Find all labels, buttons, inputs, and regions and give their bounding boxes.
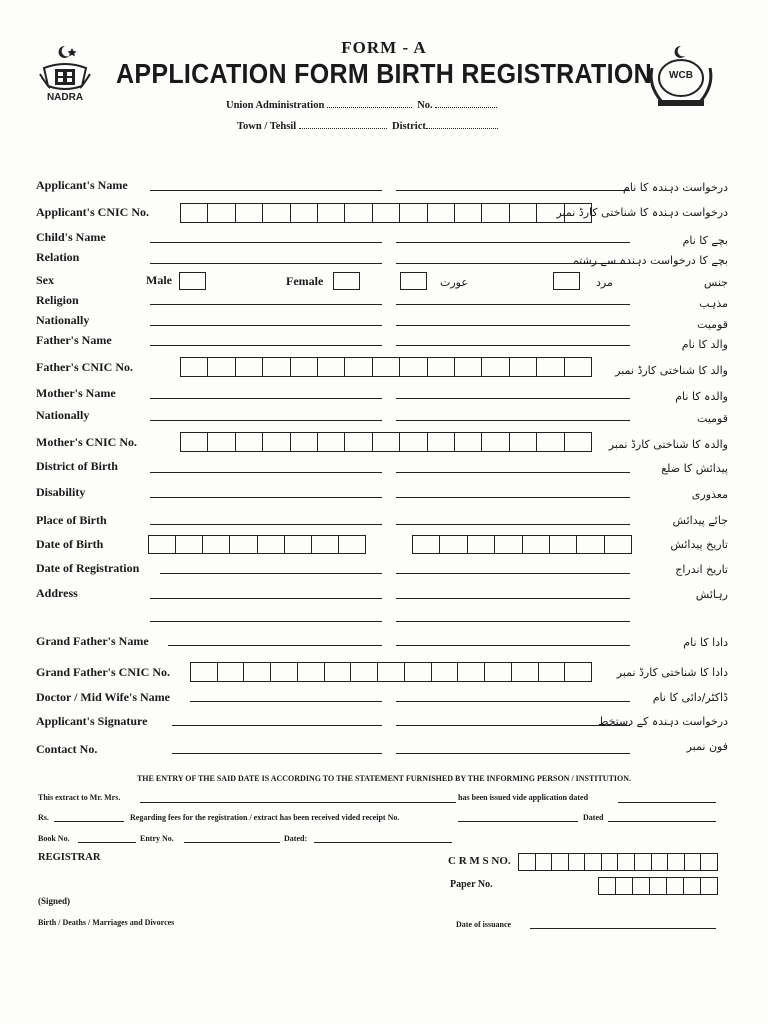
label-address: Address xyxy=(36,586,78,600)
urdu-mard: مرد xyxy=(596,276,613,289)
female-checkbox[interactable] xyxy=(333,272,360,290)
urdu-religion: مذہب xyxy=(699,297,728,310)
book-label: Book No. xyxy=(38,834,70,843)
label-sex: Sex xyxy=(36,273,54,287)
date-registration-urdu-field[interactable] xyxy=(396,573,630,574)
district-birth-urdu-field[interactable] xyxy=(396,472,630,473)
book-field[interactable] xyxy=(78,842,136,843)
issued-date-field[interactable] xyxy=(618,802,716,803)
date-registration-field[interactable] xyxy=(160,573,382,574)
nationally-1-urdu-field[interactable] xyxy=(396,325,630,326)
label-doctor: Doctor / Mid Wife's Name xyxy=(36,690,170,704)
label-religion: Religion xyxy=(36,293,79,307)
address-urdu-field-2[interactable] xyxy=(396,621,630,622)
address-urdu-field-1[interactable] xyxy=(396,598,630,599)
applicant-name-field[interactable] xyxy=(150,190,382,191)
mother-name-field[interactable] xyxy=(150,398,382,399)
religion-field[interactable] xyxy=(150,304,382,305)
form-title: APPLICATION FORM BIRTH REGISTRATION xyxy=(116,58,652,90)
nationally-2-field[interactable] xyxy=(150,420,382,421)
applicant-name-urdu-field[interactable] xyxy=(396,190,630,191)
label-grandfather-cnic: Grand Father's CNIC No. xyxy=(36,665,170,679)
label-disability: Disability xyxy=(36,485,86,499)
urdu-father-name: والد کا نام xyxy=(681,338,728,351)
union-admin-field[interactable] xyxy=(327,98,412,108)
urdu-signature: درخواست دہندہ کے دستخط xyxy=(598,715,728,728)
receipt-field[interactable] xyxy=(458,821,578,822)
grandfather-name-urdu-field[interactable] xyxy=(396,645,630,646)
address-field-2[interactable] xyxy=(150,621,382,622)
urdu-nationally-1: قومیت xyxy=(697,318,728,331)
mother-cnic-boxes[interactable] xyxy=(180,432,592,452)
label-father-cnic: Father's CNIC No. xyxy=(36,360,133,374)
urdu-disability: معذوری xyxy=(691,488,728,501)
father-cnic-boxes[interactable] xyxy=(180,357,592,377)
urdu-contact: فون نمبر xyxy=(686,740,728,753)
grandfather-name-field[interactable] xyxy=(168,645,382,646)
urdu-aurat: عورت xyxy=(440,276,468,289)
label-female: Female xyxy=(286,274,324,288)
issued-label: has been issued vide application dated xyxy=(458,793,589,802)
dated-label: Dated xyxy=(583,813,604,822)
label-nationally-1: Nationally xyxy=(36,313,90,327)
mother-name-urdu-field[interactable] xyxy=(396,398,630,399)
applicant-cnic-boxes[interactable] xyxy=(180,203,592,223)
urdu-address: رہائش xyxy=(695,588,728,601)
urdu-sex: جنس xyxy=(703,276,728,289)
urdu-place-birth: جائے پیدائش xyxy=(672,514,728,527)
date-birth-urdu-boxes[interactable] xyxy=(412,535,632,554)
form-label: FORM - A xyxy=(341,38,427,57)
nationally-2-urdu-field[interactable] xyxy=(396,420,630,421)
label-date-birth: Date of Birth xyxy=(36,537,104,551)
contact-field[interactable] xyxy=(172,753,382,754)
label-place-birth: Place of Birth xyxy=(36,513,107,527)
crms-boxes[interactable] xyxy=(518,853,718,871)
place-birth-urdu-field[interactable] xyxy=(396,524,630,525)
male-urdu-checkbox[interactable] xyxy=(553,272,580,290)
entry-note: THE ENTRY OF THE SAID DATE IS ACCORDING TO THE STATEMENT FURNISHED BY THE INFORMING PERSON / INSTITUTION. xyxy=(136,774,632,783)
no-field[interactable] xyxy=(435,98,497,108)
urdu-grandfather-cnic: دادا کا شناختی کارڈ نمبر xyxy=(616,666,728,679)
father-name-field[interactable] xyxy=(150,345,382,346)
svg-text:NADRA: NADRA xyxy=(46,92,84,103)
nationally-1-field[interactable] xyxy=(150,325,382,326)
label-district-birth: District of Birth xyxy=(36,459,118,473)
grandfather-cnic-boxes[interactable] xyxy=(190,662,592,682)
birth-deaths-label: Birth / Deaths / Marriages and Divorces xyxy=(38,918,175,927)
date-issuance-field[interactable] xyxy=(530,928,716,929)
label-relation: Relation xyxy=(36,250,80,264)
male-checkbox[interactable] xyxy=(179,272,206,290)
rs-field[interactable] xyxy=(54,821,124,822)
urdu-applicant-cnic: درخواست دہندہ کا شناختی کارڈ نمبر xyxy=(556,206,728,219)
dated2-field[interactable] xyxy=(314,842,452,843)
urdu-date-registration: تاریخ اندراج xyxy=(675,563,728,576)
place-birth-field[interactable] xyxy=(150,524,382,525)
entry-label: Entry No. xyxy=(140,834,174,843)
doctor-field[interactable] xyxy=(190,701,382,702)
child-name-field[interactable] xyxy=(150,242,382,243)
signature-field[interactable] xyxy=(172,725,382,726)
urdu-mother-name: والدہ کا نام xyxy=(675,390,728,403)
relation-field[interactable] xyxy=(150,263,382,264)
paper-label: Paper No. xyxy=(450,879,493,890)
town-row: Town / Tehsil District xyxy=(237,119,498,132)
urdu-child-name: بچے کا نام xyxy=(682,234,728,247)
label-grandfather-name: Grand Father's Name xyxy=(36,634,149,648)
urdu-nationally-2: قومیت xyxy=(697,412,728,425)
address-field-1[interactable] xyxy=(150,598,382,599)
dated2-label: Dated: xyxy=(284,834,308,843)
urdu-district-birth: پیدائش کا ضلع xyxy=(661,462,728,475)
registrar-label: REGISTRAR xyxy=(38,852,101,863)
label-contact: Contact No. xyxy=(36,742,98,756)
town-field[interactable] xyxy=(299,119,387,129)
father-name-urdu-field[interactable] xyxy=(396,345,630,346)
contact-urdu-field[interactable] xyxy=(396,753,630,754)
fees-label: Regarding fees for the registration / extract has been received vided receipt No. xyxy=(130,813,400,822)
urdu-relation: بچے کا درخواست دہندہ سے رشتہ xyxy=(572,254,728,267)
urdu-doctor: ڈاکٹر/دائی کا نام xyxy=(652,691,728,704)
urdu-grandfather-name: دادا کا نام xyxy=(683,636,728,649)
label-applicant-name: Applicant's Name xyxy=(36,178,128,192)
extract-name-field[interactable] xyxy=(140,802,456,803)
entry-field[interactable] xyxy=(184,842,280,843)
union-admin-row: Union Administration No. xyxy=(226,98,497,111)
child-name-urdu-field[interactable] xyxy=(396,242,630,243)
label-mother-name: Mother's Name xyxy=(36,386,116,400)
label-applicant-cnic: Applicant's CNIC No. xyxy=(36,205,150,219)
disability-field[interactable] xyxy=(150,497,382,498)
date-birth-boxes[interactable] xyxy=(148,535,366,554)
signature-urdu-field[interactable] xyxy=(396,725,630,726)
urdu-date-birth: تاریخ پیدائش xyxy=(670,538,728,551)
signed-label: (Signed) xyxy=(38,896,71,906)
paper-boxes[interactable] xyxy=(598,877,718,895)
label-father-name: Father's Name xyxy=(36,333,112,347)
doctor-urdu-field[interactable] xyxy=(396,701,630,702)
disability-urdu-field[interactable] xyxy=(396,497,630,498)
district-field[interactable] xyxy=(426,119,498,129)
female-urdu-checkbox[interactable] xyxy=(400,272,427,290)
urdu-father-cnic: والد کا شناختی کارڈ نمبر xyxy=(615,364,728,377)
religion-urdu-field[interactable] xyxy=(396,304,630,305)
district-birth-field[interactable] xyxy=(150,472,382,473)
urdu-applicant-name: درخواست دہندہ کا نام xyxy=(623,181,728,194)
label-signature: Applicant's Signature xyxy=(36,714,148,728)
svg-text:WCB: WCB xyxy=(669,70,693,81)
crms-label: C R M S NO. xyxy=(448,855,511,867)
dated-field[interactable] xyxy=(608,821,716,822)
urdu-mother-cnic: والدہ کا شناختی کارڈ نمبر xyxy=(608,438,728,451)
label-mother-cnic: Mother's CNIC No. xyxy=(36,435,137,449)
label-child-name: Child's Name xyxy=(36,230,106,244)
label-date-registration: Date of Registration xyxy=(36,561,140,575)
extract-label: This extract to Mr. Mrs. xyxy=(38,793,121,802)
label-nationally-2: Nationally xyxy=(36,408,90,422)
date-issuance-label: Date of issuance xyxy=(456,920,512,929)
label-male: Male xyxy=(146,273,172,287)
rs-label: Rs. xyxy=(38,813,49,822)
